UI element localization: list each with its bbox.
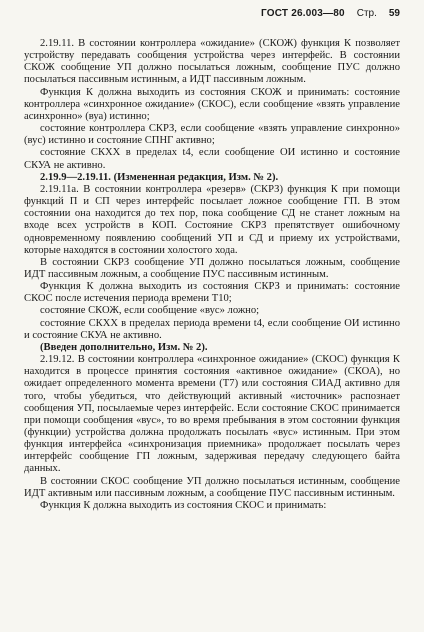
paragraph: состояние СКХХ в пределах t4, если сообщение ОИ истинно и состояние СКУА не активно.	[24, 147, 400, 171]
paragraph: 2.19.12. В состоянии контроллера «синхронное ожидание» (СКОС) функция К находится в процессе принятия состояния «активное ожидание» (СКОА), но ожидает определенного момента времени (T7) или состояния СИАД активно для того, чтобы убедиться, что действующий активный «источник» распознает сообщения УП, посылаемые через интерфейс. Если состояние СКОС принимается при помощи сообщения «вус», то во время пребывания в этом состоянии функция (функции) устройства должна продолжать посылать «вус» истинным. При этом функция интерфейса «синхронизация приемника» продолжает посылать через интерфейс сообщение ГП ложным, задерживая передачу следующего байта данных.	[24, 354, 400, 475]
paragraph: Функция К должна выходить из состояния СКОЖ и принимать: состояние контроллера «синхронное ожидание» (СКОС), если сообщение «взять управление асинхронно» (вуа) истинно;	[24, 86, 400, 122]
page-header	[24, 8, 400, 28]
paragraph: 2.19.11а. В состоянии контроллера «резерв» (СКРЗ) функция К при помощи функций П и СП через интерфейс посылает ложное сообщение ГП. В этом состоянии она находится до тех пор, пока сообщение СД не станет ложным на входе всех устройств в КОП. Состояние СКРЗ препятствует ошибочному одновременному появлению сообщений УП и СД и приему их устройствами, которые находятся в состоянии холостого хода.	[24, 183, 400, 256]
paragraph: состояние СКОЖ, если сообщение «вус» ложно;	[40, 305, 260, 317]
revision-note: (Введен дополнительно, Изм. № 2).	[40, 341, 208, 353]
standard-number: ГОСТ 26.003—80	[261, 8, 345, 19]
paragraph: Функция К должна выходить из состояния СКОС и принимать:	[40, 499, 327, 511]
paragraph: состояние СКХХ в пределах периода времени t4, если сообщение ОИ истинно и состояние СКУА не активно.	[24, 317, 400, 341]
paragraph: 2.19.11. В состоянии контроллера «ожидание» (СКОЖ) функция К позволяет устройству передавать сообщения устройства через интерфейс. В состоянии СКОЖ сообщение УП должно посылаться ложным, сообщение ПУС должно посылаться пассивным истинным, а ИДТ пассивным ложным.	[24, 38, 400, 86]
paragraph: состояние контроллера СКРЗ, если сообщение «взять управление синхронно» (вус) истинно и состояние СПНГ активно;	[24, 123, 400, 147]
paragraph: В состоянии СКРЗ сообщение УП должно посылаться ложным, сообщение ИДТ пассивным ложным, а сообщение ПУС пассивным истинным.	[24, 256, 400, 280]
page-label: Стр.	[356, 8, 377, 19]
page-number: 59	[388, 8, 400, 19]
paragraph: В состоянии СКОС сообщение УП должно посылаться истинным, сообщение ИДТ активным или пассивным ложным, а сообщение ПУС пассивным истинным.	[24, 475, 400, 499]
paragraph: Функция К должна выходить из состояния СКРЗ и принимать: состояние СКОС после истечения периода времени T10;	[24, 281, 400, 305]
revision-note: 2.19.9—2.19.11. (Измененная редакция, Изм. № 2).	[40, 171, 279, 183]
document-body	[24, 38, 400, 512]
